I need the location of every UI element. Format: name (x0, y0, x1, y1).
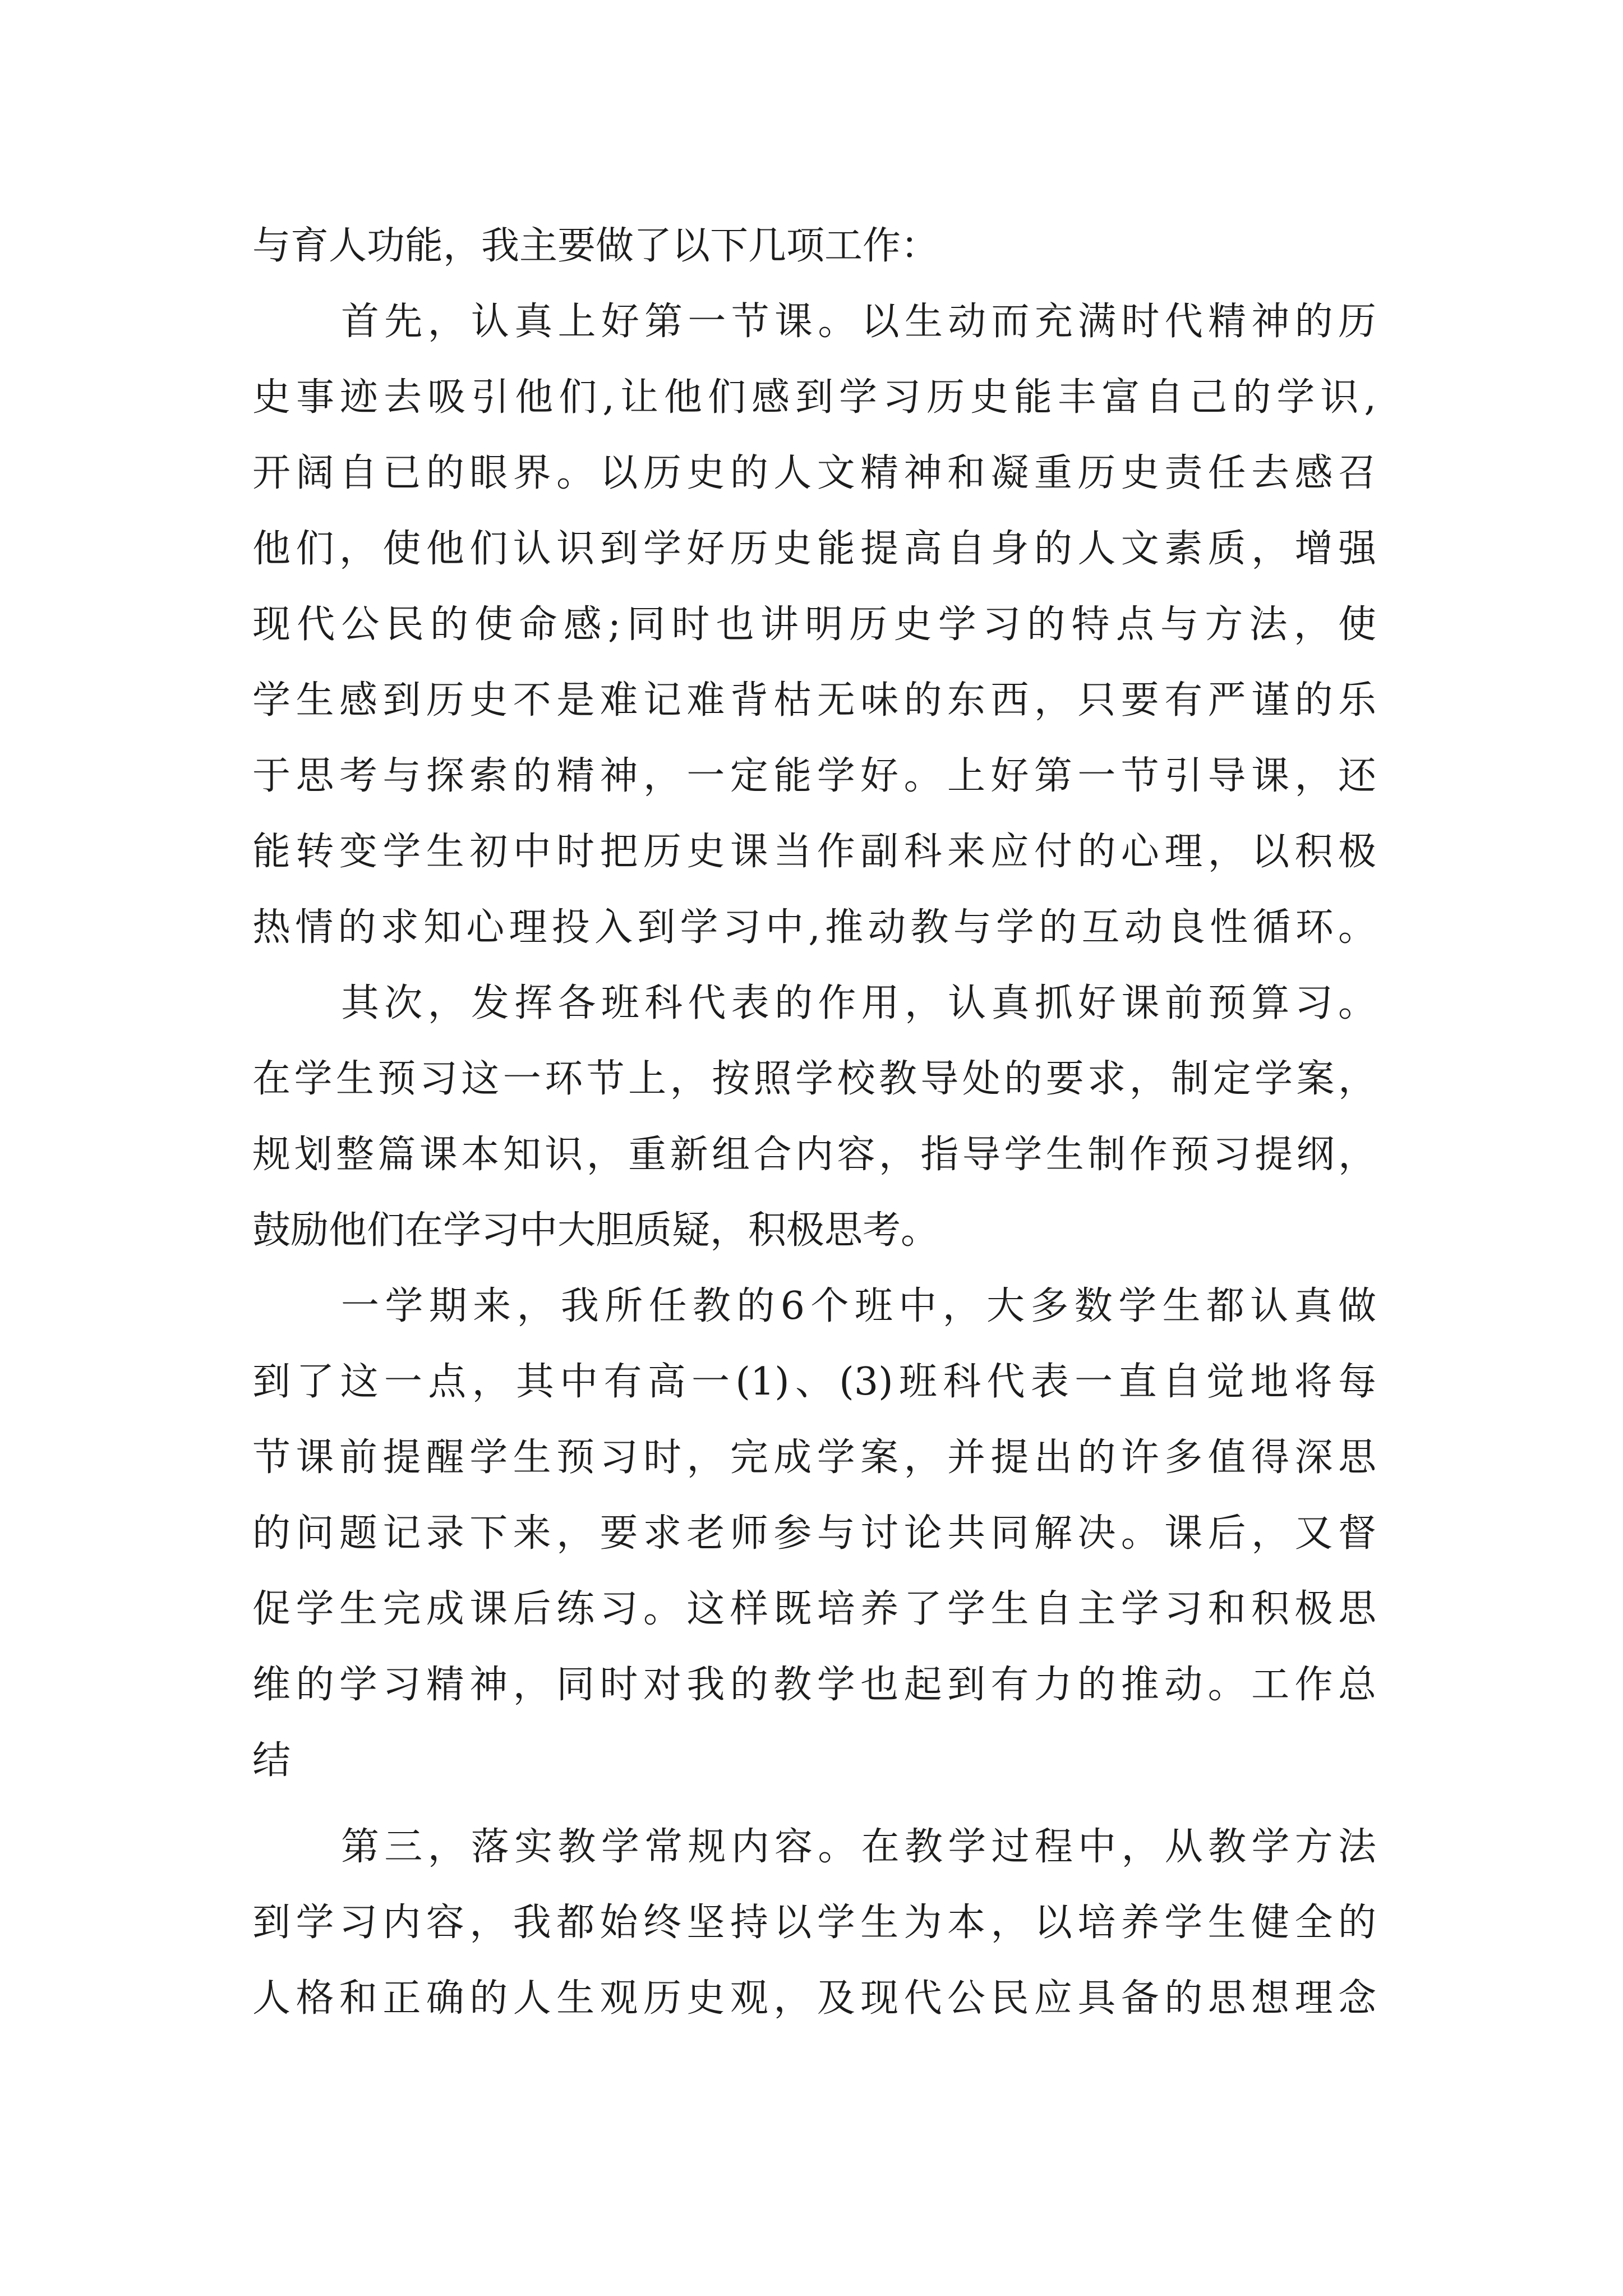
text-line: 于思考与探索的精神，一定能学好。上好第一节引导课，还 (252, 754, 1376, 798)
text-line: 人格和正确的人生观历史观，及现代公民应具备的思想理念 (252, 1976, 1376, 2021)
text-line: 学生感到历史不是难记难背枯无味的东西，只要有严谨的乐 (252, 678, 1376, 723)
paragraph-first-point (252, 284, 1376, 965)
text-line: 鼓励他们在学习中大胆质疑，积极思考。 (252, 1208, 939, 1253)
text-line: 节课前提醒学生预习时，完成学案，并提出的许多值得深思 (252, 1435, 1376, 1480)
text-line: 与育人功能，我主要做了以下几项工作： (252, 224, 939, 268)
text-line: 促学生完成课后练习。这样既培养了学生自主学习和积极思 (252, 1587, 1376, 1631)
text-line: 开阔自已的眼界。以历史的人文精神和凝重历史责任去感召 (252, 451, 1376, 495)
text-line: 结 (252, 1738, 291, 1783)
text-line: 第三，落实教学常规内容。在教学过程中，从教学方法 (341, 1825, 1376, 1869)
text-line: 首先，认真上好第一节课。以生动而充满时代精神的历 (341, 300, 1376, 344)
text-line: 现代公民的使命感;同时也讲明历史学习的特点与方法，使 (252, 602, 1376, 647)
text-line: 到了这一点，其中有高一(1)、(3)班科代表一直自觉地将每 (252, 1360, 1376, 1404)
text-line: 热情的求知心理投入到学习中,推动教与学的互动良性循环。 (252, 905, 1376, 950)
text-line: 规划整篇课本知识，重新组合内容，指导学生制作预习提纲， (252, 1133, 1376, 1177)
text-line: 的问题记录下来，要求老师参与讨论共同解决。课后，又督 (252, 1511, 1376, 1556)
text-line: 在学生预习这一环节上，按照学校教导处的要求，制定学案， (252, 1057, 1376, 1101)
text-line: 他们，使他们认识到学好历史能提高自身的人文素质，增强 (252, 527, 1376, 571)
text-line: 维的学习精神，同时对我的教学也起到有力的推动。工作总 (252, 1663, 1376, 1707)
paragraph-continuation (252, 208, 1376, 284)
paragraph-semester-review (252, 1268, 1376, 1798)
text-line: 一学期来，我所任教的6个班中，大多数学生都认真做 (341, 1284, 1376, 1328)
text-line: 其次，发挥各班科代表的作用，认真抓好课前预算习。 (341, 981, 1376, 1025)
paragraph-third-point (252, 1809, 1376, 2036)
text-line: 能转变学生初中时把历史课当作副科来应付的心理，以积极 (252, 830, 1376, 874)
text-line: 到学习内容，我都始终坚持以学生为本，以培养学生健全的 (252, 1901, 1376, 1945)
paragraph-second-point (252, 965, 1376, 1268)
text-line: 史事迹去吸引他们,让他们感到学习历史能丰富自己的学识, (252, 375, 1376, 420)
